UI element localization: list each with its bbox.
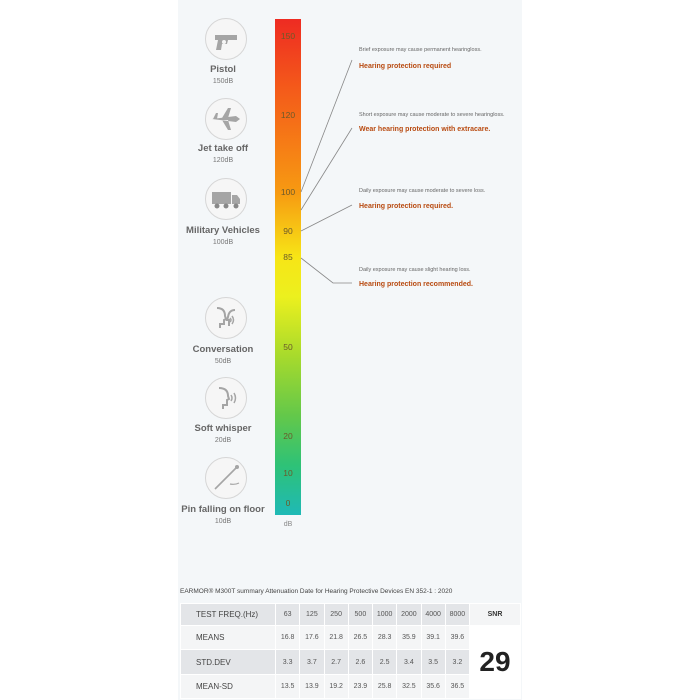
connector-line — [301, 128, 352, 210]
value-cell: 19.2 — [324, 674, 348, 698]
source-name: Pin falling on floor — [181, 504, 265, 515]
header-label: TEST FREQ.(Hz) — [181, 604, 276, 626]
source-db: 150dB — [212, 78, 234, 85]
warning-note: Brief exposure may cause permanent hearingloss. — [359, 47, 482, 53]
frequency-cell: 500 — [348, 604, 372, 626]
scale-tick: 10 — [283, 468, 293, 478]
value-cell: 35.9 — [397, 626, 421, 650]
frequency-cell: 4000 — [421, 604, 445, 626]
scale-tick: 100 — [280, 187, 296, 197]
value-cell: 2.7 — [324, 650, 348, 674]
snr-label: SNR — [470, 604, 521, 626]
frequency-cell: 1000 — [373, 604, 397, 626]
scale-tick: 120 — [280, 110, 296, 120]
warning-note: Daily exposure may cause moderate to severe loss. — [359, 188, 486, 194]
value-cell: 13.9 — [300, 674, 324, 698]
source-db: 20dB — [214, 437, 232, 444]
connector-line — [301, 205, 352, 231]
value-cell: 13.5 — [276, 674, 300, 698]
value-cell: 28.3 — [373, 626, 397, 650]
value-cell: 39.6 — [445, 626, 469, 650]
value-cell: 17.6 — [300, 626, 324, 650]
value-cell: 26.5 — [348, 626, 372, 650]
warning-note: Daily exposure may cause slight hearing loss. — [359, 267, 471, 273]
value-cell: 35.6 — [421, 674, 445, 698]
connector-line — [301, 258, 352, 283]
scale-tick: 50 — [283, 342, 293, 352]
warning-advice: Hearing protection required. — [359, 203, 454, 210]
row-label: STD.DEV — [181, 650, 276, 674]
frequency-cell: 125 — [300, 604, 324, 626]
warning-advice: Hearing protection recommended. — [359, 281, 473, 288]
warning-advice: Hearing protection required — [359, 63, 452, 70]
source-db: 50dB — [214, 358, 232, 365]
scale-unit: dB — [283, 521, 293, 528]
source-db: 10dB — [214, 518, 232, 525]
value-cell: 3.2 — [445, 650, 469, 674]
value-cell: 2.5 — [373, 650, 397, 674]
table-header-row — [181, 604, 521, 626]
value-cell: 16.8 — [276, 626, 300, 650]
value-cell: 3.7 — [300, 650, 324, 674]
snr-value: 29 — [470, 626, 521, 699]
value-cell: 3.3 — [276, 650, 300, 674]
warning-note: Short exposure may cause moderate to severe hearingloss. — [359, 112, 505, 118]
source-name: Jet take off — [197, 143, 249, 154]
frequency-cell: 63 — [276, 604, 300, 626]
value-cell: 32.5 — [397, 674, 421, 698]
value-cell: 39.1 — [421, 626, 445, 650]
source-name: Pistol — [210, 64, 236, 75]
table-caption: EARMOR® M300T summary Attenuation Date for Hearing Protective Devices EN 352-1 : 2020 — [180, 588, 453, 595]
table-row — [181, 626, 521, 650]
value-cell: 2.6 — [348, 650, 372, 674]
value-cell: 25.8 — [373, 674, 397, 698]
row-label: MEAN-SD — [181, 674, 276, 698]
scale-tick: 150 — [280, 31, 296, 41]
scale-tick: 0 — [285, 498, 291, 508]
value-cell: 21.8 — [324, 626, 348, 650]
scale-tick: 90 — [283, 226, 293, 236]
frequency-cell: 250 — [324, 604, 348, 626]
source-name: Soft whisper — [194, 423, 252, 434]
source-db: 100dB — [212, 239, 234, 246]
source-name: Conversation — [192, 344, 254, 355]
source-db: 120dB — [212, 157, 234, 164]
scale-tick: 85 — [283, 252, 293, 262]
warning-advice: Wear hearing protection with extracare. — [359, 126, 491, 133]
connector-line — [301, 60, 352, 192]
row-label: MEANS — [181, 626, 276, 650]
scale-tick: 20 — [283, 431, 293, 441]
attenuation-table — [180, 603, 521, 699]
value-cell: 3.4 — [397, 650, 421, 674]
source-name: Military Vehicles — [186, 225, 260, 236]
value-cell: 36.5 — [445, 674, 469, 698]
frequency-cell: 8000 — [445, 604, 469, 626]
value-cell: 23.9 — [348, 674, 372, 698]
frequency-cell: 2000 — [397, 604, 421, 626]
value-cell: 3.5 — [421, 650, 445, 674]
